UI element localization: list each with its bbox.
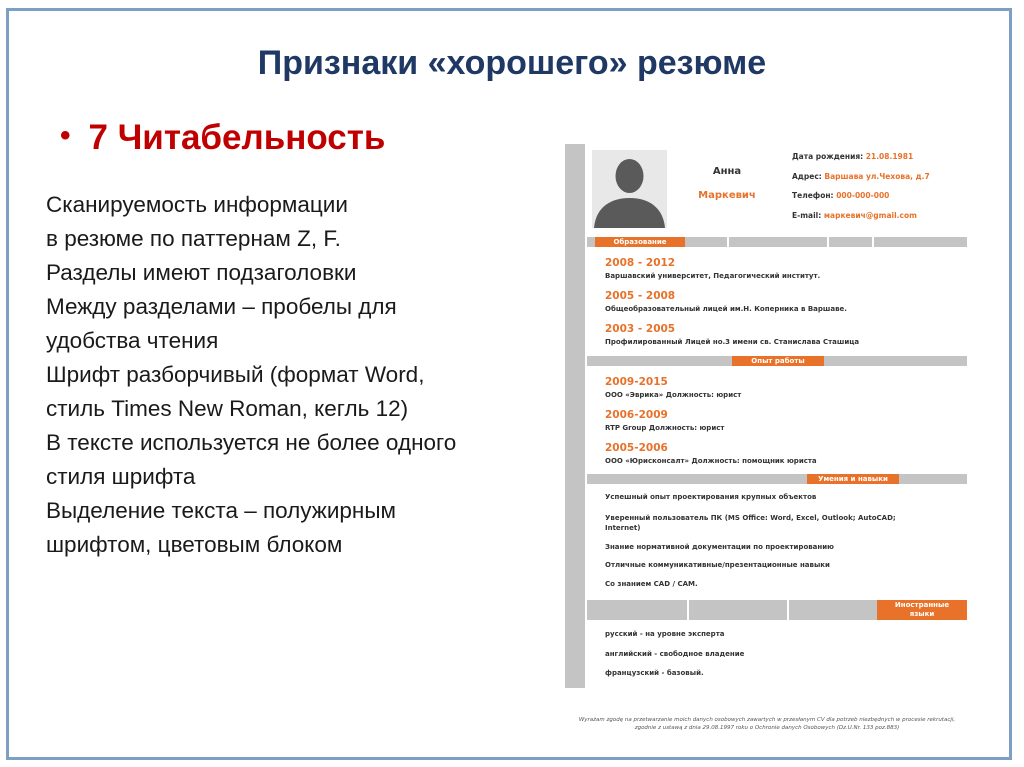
skills-heading: Умения и навыки [807, 474, 899, 484]
resume-consent-note [557, 717, 977, 732]
resume-image [537, 140, 977, 752]
contact-label: Телефон: [792, 191, 834, 200]
body-line: Выделение текста – полужирным [46, 498, 397, 523]
languages-heading-line: языки [909, 610, 935, 618]
body-line: Сканируемость информации [46, 192, 348, 217]
education-section-bar [587, 237, 967, 247]
slide-title: Признаки «хорошего» резюме [257, 44, 767, 82]
skill-item: Успешный опыт проектирования крупных объектов [605, 493, 817, 501]
skills-section-bar [587, 474, 967, 484]
divider [787, 600, 789, 620]
contact-row [792, 152, 977, 172]
contact-value: 21.08.1981 [865, 152, 914, 161]
experience-text: RTP Group Должность: юрист [605, 424, 725, 432]
resume-first-name: Анна [712, 166, 742, 177]
consent-line: Wyrażam zgodę na przetwarzanie moich danych osobowych zawartych w przesłanym CV dla potrzeb niezbędnych w procesie rekrutacji, [578, 717, 956, 723]
bullet-text: 7 Читабельность [88, 118, 386, 157]
languages-heading [877, 600, 967, 620]
body-line: В тексте используется не более одного [46, 430, 457, 455]
bullet-marker: • [60, 119, 71, 152]
experience-years: 2005-2006 [605, 442, 668, 454]
experience-text: ООО «Эврика» Должность: юрист [605, 391, 742, 399]
contact-label: E-mail: [792, 210, 822, 220]
languages-section-bar [587, 600, 967, 620]
contact-value: маркевич@gmail.com [823, 210, 917, 220]
contact-row [792, 211, 977, 231]
language-item: русский - на уровне эксперта [605, 630, 725, 638]
language-item: английский - свободное владение [605, 650, 745, 658]
education-years: 2003 - 2005 [605, 323, 676, 335]
body-line: удобства чтения [46, 328, 219, 353]
experience-section-bar [587, 356, 967, 366]
skill-item: Со знанием CAD / CAM. [605, 580, 698, 588]
skill-item: Уверенный пользователь ПК (MS Office: Word, Excel, Outlook; AutoCAD; [605, 514, 896, 522]
resume-side-bar [565, 144, 585, 688]
education-heading: Образование [595, 237, 685, 247]
body-text [46, 188, 456, 562]
education-years: 2005 - 2008 [605, 290, 676, 302]
contact-row [792, 191, 977, 211]
experience-years: 2009-2015 [605, 376, 668, 388]
resume-contacts [792, 152, 977, 230]
body-line: стиля шрифта [46, 464, 196, 489]
contact-value: Варшава ул.Чехова, д.7 [824, 171, 930, 181]
experience-heading: Опыт работы [732, 356, 824, 366]
bullet-heading [60, 118, 385, 158]
body-line: шрифтом, цветовым блоком [46, 532, 343, 557]
education-text: Профилированный Лицей но.3 имени св. Станислава Сташица [605, 338, 860, 346]
body-line: в резюме по паттернам Z, F. [46, 226, 341, 251]
contact-value: 000-000-000 [836, 191, 890, 200]
divider [687, 600, 689, 620]
body-line: Между разделами – пробелы для [46, 294, 397, 319]
skill-item: Internet) [605, 524, 641, 532]
body-line: Разделы имеют подзаголовки [46, 260, 357, 285]
experience-years: 2006-2009 [605, 409, 668, 421]
contact-label: Адрес: [792, 171, 822, 181]
languages-heading-line: Иностранные [894, 601, 950, 609]
consent-line: zgodnie z ustawą z dnia 29.08.1997 roku o Ochronie danych Osobowych (Dz.U.Nr. 133 poz.883) [634, 724, 900, 731]
resume-last-name: Маркевич [698, 190, 756, 201]
education-text: Варшавский университет, Педагогический институт. [605, 272, 821, 280]
experience-text: ООО «Юрисконсалт» Должность: помощник юриста [605, 457, 817, 465]
avatar-silhouette-icon [592, 150, 667, 228]
contact-label: Дата рождения: [792, 152, 864, 161]
divider [727, 237, 729, 247]
education-text: Общеобразовательный лицей им.Н. Коперника в Варшаве. [605, 305, 847, 313]
skill-item: Отличные коммуникативные/презентационные навыки [605, 561, 830, 569]
divider [827, 237, 829, 247]
skill-item: Знание нормативной документации по проектированию [605, 543, 834, 551]
education-years: 2008 - 2012 [605, 257, 676, 269]
body-line: Шрифт разборчивый (формат Word, [46, 362, 425, 387]
language-item: французский - базовый. [605, 669, 704, 677]
body-line: стиль Times New Roman, кегль 12) [46, 396, 409, 421]
contact-row [792, 172, 977, 192]
divider [872, 237, 874, 247]
